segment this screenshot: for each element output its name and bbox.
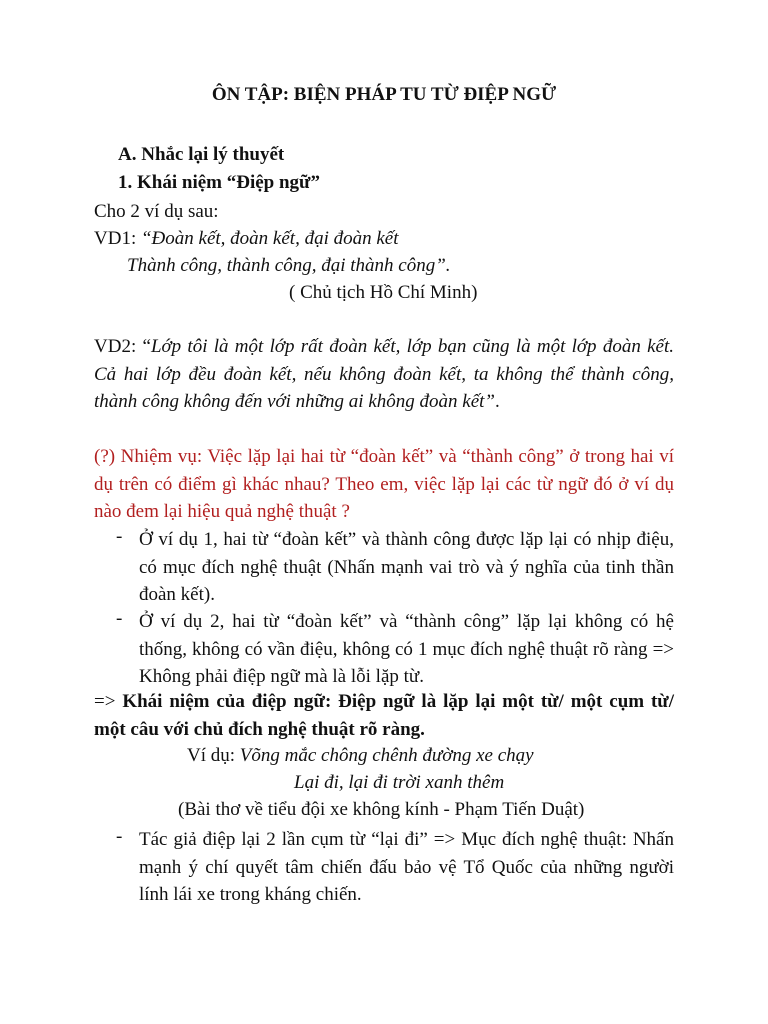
bullet-dash-3: -	[116, 826, 123, 847]
bullet-dash-1: -	[116, 526, 123, 547]
bullet-author-analysis: Tác giả điệp lại 2 lần cụm từ “lại đi” => Mục đích nghệ thuật: Nhấn mạnh ý chí quyết tâm chiến đấu bảo vệ Tổ Quốc của những người lính lái xe trong kháng chiến.	[139, 829, 674, 905]
intro-text: Cho 2 ví dụ sau:	[94, 201, 219, 222]
example-source: (Bài thơ về tiểu đội xe không kính - Phạm Tiến Duật)	[178, 799, 585, 820]
concept-definition	[94, 688, 674, 743]
example-label: Ví dụ:	[187, 745, 240, 766]
vd2-text: Lớp tôi là một lớp rất đoàn kết, lớp bạn cũng là một lớp đoàn kết. Cả hai lớp đều đoàn kết, nếu không đoàn kết, ta không thể thành công, thành công không đến với những ai không đoàn kết”	[94, 336, 674, 412]
page-title: ÔN TẬP: BIỆN PHÁP TU TỪ ĐIỆP NGỮ	[211, 84, 557, 105]
section-1-heading: 1. Khái niệm “Điệp ngữ”	[118, 172, 320, 193]
example-verse-1: Võng mắc chông chênh đường xe chạy	[239, 745, 534, 766]
concept-arrow: =>	[94, 691, 123, 712]
vd1-line1	[94, 227, 399, 251]
vd2-paragraph	[94, 333, 674, 416]
vd1-label: VD1:	[94, 228, 141, 249]
example-verse-2: Lại đi, lại đi trời xanh thêm	[294, 772, 505, 793]
bullet-example-2: Ở ví dụ 2, hai từ “đoàn kết” và “thành công” lặp lại không có hệ thống, không có vần điệu, không có 1 mục đích nghệ thuật rõ ràng => Không phải điệp ngữ mà là lỗi lặp từ.	[139, 611, 674, 687]
concept-text: Khái niệm của điệp ngữ: Điệp ngữ là lặp lại một từ/ một cụm từ/ một câu với chủ đích nghệ thuật rõ ràng.	[94, 691, 674, 740]
vd1-source: ( Chủ tịch Hồ Chí Minh)	[289, 282, 478, 303]
vd2-end: .	[494, 391, 500, 412]
task-question: (?) Nhiệm vụ: Việc lặp lại hai từ “đoàn kết” và “thành công” ở trong hai ví dụ trên có điểm gì khác nhau? Theo em, việc lặp lại các từ ngữ đó ở ví dụ nào đem lại hiệu quả nghệ thuật ?	[94, 446, 674, 522]
vd1-verse-1: “Đoàn kết, đoàn kết, đại đoàn kết	[140, 228, 399, 249]
section-a-heading: A. Nhắc lại lý thuyết	[118, 144, 285, 165]
vd1-verse-2: Thành công, thành công, đại thành công”.	[127, 255, 451, 276]
bullet-dash-2: -	[116, 608, 123, 629]
bullet-example-1: Ở ví dụ 1, hai từ “đoàn kết” và thành công được lặp lại có nhịp điệu, có mục đích nghệ thuật (Nhấn mạnh vai trò và ý nghĩa của tinh thần đoàn kết).	[139, 529, 674, 605]
example-line-1	[187, 744, 534, 768]
vd2-label: VD2: “	[94, 336, 151, 357]
